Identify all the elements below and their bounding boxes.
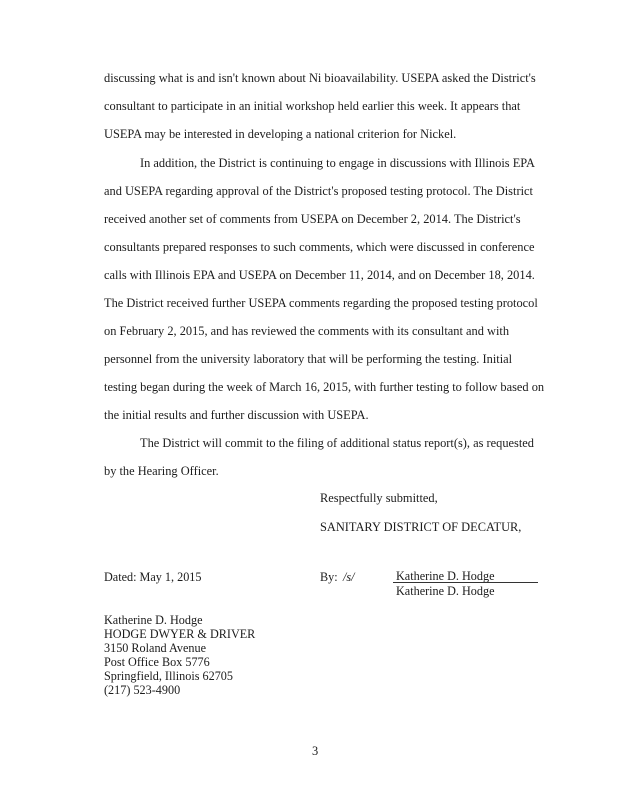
paragraph-2-line: In addition, the District is continuing to engage in discussions with Illinois EPA xyxy=(140,156,535,170)
paragraph-2-line: the initial results and further discussion with USEPA. xyxy=(104,408,369,422)
address-line: Post Office Box 5776 xyxy=(104,655,210,669)
paragraph-3-line: by the Hearing Officer. xyxy=(104,464,219,478)
paragraph-2-line: on February 2, 2015, and has reviewed the comments with its consultant and with xyxy=(104,324,510,338)
by-label: By: xyxy=(320,570,338,584)
paragraph-2-line: The District received further USEPA comments regarding the proposed testing protocol xyxy=(104,296,538,310)
signature-slash: /s/ xyxy=(343,570,355,584)
page-number: 3 xyxy=(312,744,319,758)
paragraph-1-line: discussing what is and isn't known about Ni bioavailability. USEPA asked the District's xyxy=(104,71,536,85)
printed-name: Katherine D. Hodge xyxy=(396,584,495,598)
closing-salutation: Respectfully submitted, xyxy=(320,491,438,505)
address-line: HODGE DWYER & DRIVER xyxy=(104,627,256,641)
address-line: 3150 Roland Avenue xyxy=(104,641,206,655)
closing-organization: SANITARY DISTRICT OF DECATUR, xyxy=(320,520,522,534)
dated-line: Dated: May 1, 2015 xyxy=(104,570,202,584)
address-line: Springfield, Illinois 62705 xyxy=(104,669,233,683)
paragraph-2-line: personnel from the university laboratory that will be performing the testing. Initial xyxy=(104,352,513,366)
paragraph-2-line: testing began during the week of March 16, 2015, with further testing to follow based on xyxy=(104,380,545,394)
signature-line xyxy=(393,582,538,583)
paragraph-1-line: USEPA may be interested in developing a national criterion for Nickel. xyxy=(104,127,457,141)
paragraph-3-line: The District will commit to the filing of additional status report(s), as requested xyxy=(140,436,535,450)
address-line: Katherine D. Hodge xyxy=(104,613,203,627)
address-line: (217) 523-4900 xyxy=(104,683,181,697)
paragraph-1-line: consultant to participate in an initial workshop held earlier this week. It appears that xyxy=(104,99,521,113)
paragraph-2-line: and USEPA regarding approval of the District's proposed testing protocol. The District xyxy=(104,184,533,198)
paragraph-2-line: received another set of comments from USEPA on December 2, 2014. The District's xyxy=(104,212,521,226)
signed-name: Katherine D. Hodge xyxy=(396,569,495,583)
paragraph-2-line: calls with Illinois EPA and USEPA on December 11, 2014, and on December 18, 2014. xyxy=(104,268,535,282)
paragraph-2-line: consultants prepared responses to such comments, which were discussed in conference xyxy=(104,240,535,254)
